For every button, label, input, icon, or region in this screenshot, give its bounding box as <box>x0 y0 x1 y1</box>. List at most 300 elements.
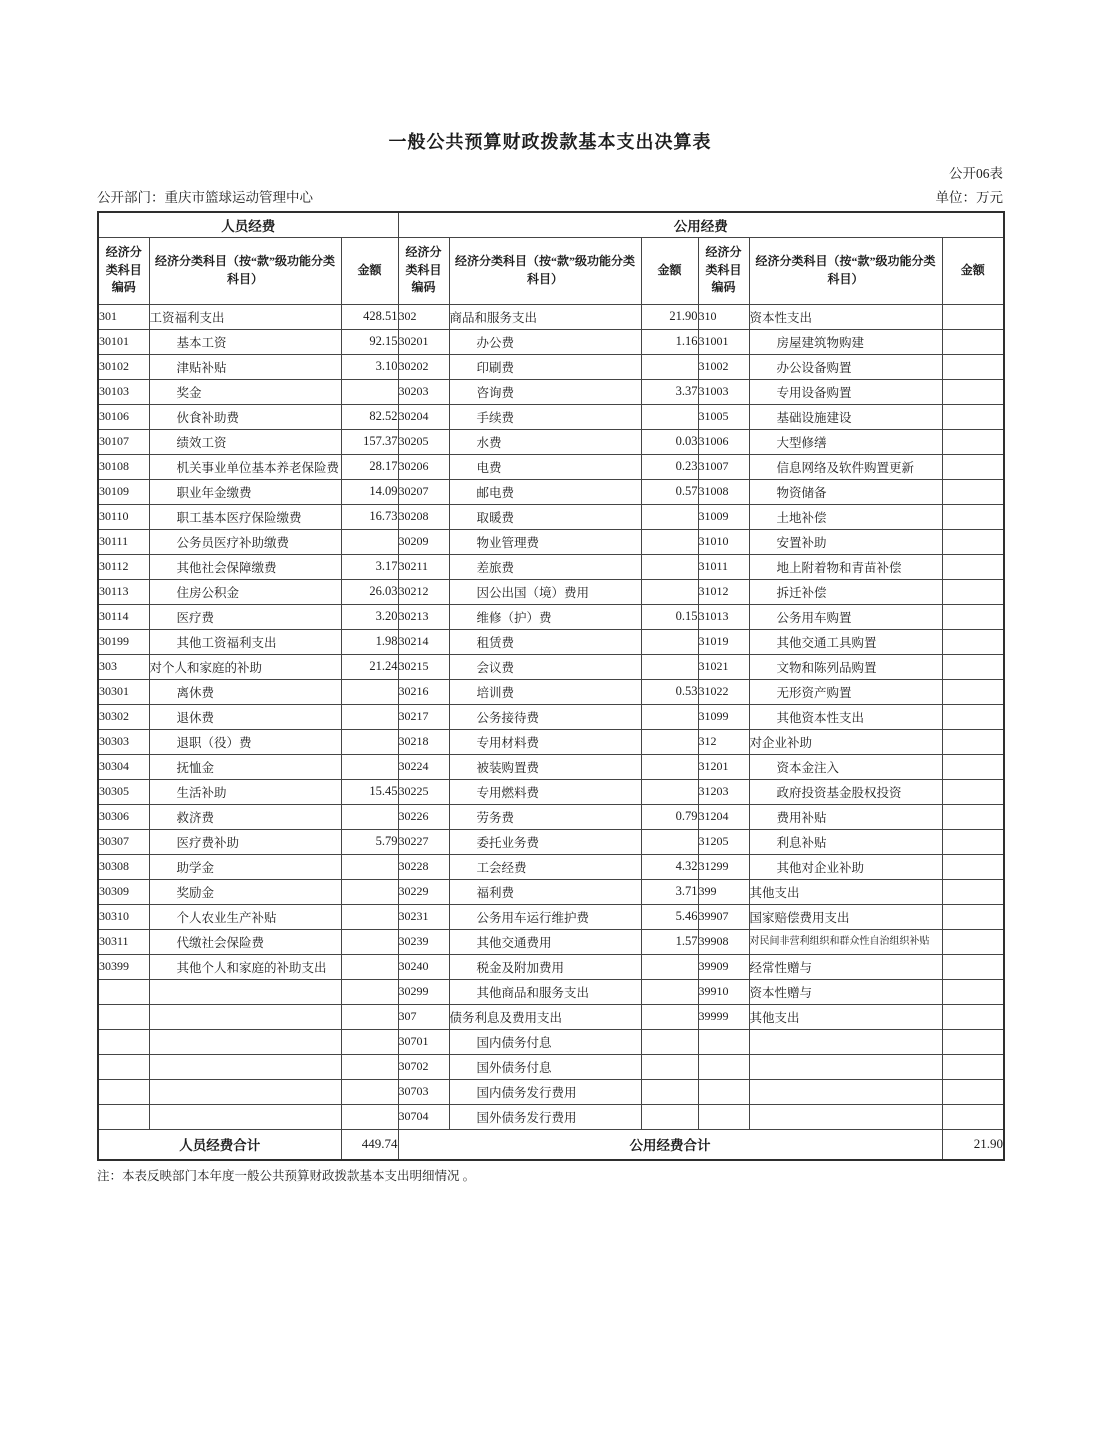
table-row <box>98 1054 1004 1079</box>
cell-code: 30308 <box>98 854 149 879</box>
table-row <box>98 954 1004 979</box>
cell-code: 30227 <box>398 829 449 854</box>
cell-code: 30205 <box>398 429 449 454</box>
cell-name: 办公设备购置 <box>749 354 942 379</box>
cell-amount <box>942 554 1004 579</box>
cell-code: 39910 <box>698 979 749 1004</box>
cell-amount <box>942 1004 1004 1029</box>
cell-name: 工会经费 <box>449 854 641 879</box>
cell-code: 31006 <box>698 429 749 454</box>
cell-code: 30307 <box>98 829 149 854</box>
cell-code: 30702 <box>398 1054 449 1079</box>
cell-amount <box>942 529 1004 554</box>
cell-code: 30106 <box>98 404 149 429</box>
cell-amount <box>641 754 698 779</box>
cell-name <box>149 1079 341 1104</box>
cell-code: 30306 <box>98 804 149 829</box>
cell-amount <box>942 454 1004 479</box>
cell-name: 地上附着物和青苗补偿 <box>749 554 942 579</box>
cell-amount <box>641 704 698 729</box>
cell-name: 其他社会保障缴费 <box>149 554 341 579</box>
cell-code: 31201 <box>698 754 749 779</box>
cell-name: 救济费 <box>149 804 341 829</box>
cell-amount: 1.98 <box>341 629 398 654</box>
cell-amount <box>341 854 398 879</box>
cell-amount <box>341 954 398 979</box>
cell-amount: 428.51 <box>341 304 398 329</box>
cell-code: 30101 <box>98 329 149 354</box>
table-row <box>98 404 1004 429</box>
table-row <box>98 1004 1004 1029</box>
cell-name: 信息网络及软件购置更新 <box>749 454 942 479</box>
cell-amount <box>942 1104 1004 1129</box>
cell-code: 30203 <box>398 379 449 404</box>
cell-code: 39909 <box>698 954 749 979</box>
cell-amount <box>942 929 1004 954</box>
section-header-public: 公用经费 <box>398 212 1004 237</box>
cell-name <box>149 1104 341 1129</box>
cell-code: 30224 <box>398 754 449 779</box>
department-label: 公开部门：重庆市篮球运动管理中心 <box>97 190 313 205</box>
cell-amount <box>641 1029 698 1054</box>
col-header-name-public-2: 经济分类科目（按“款”级功能分类科目） <box>749 237 942 304</box>
cell-code: 31010 <box>698 529 749 554</box>
cell-name: 医疗费补助 <box>149 829 341 854</box>
cell-code: 31007 <box>698 454 749 479</box>
cell-name: 手续费 <box>449 404 641 429</box>
cell-code <box>98 1054 149 1079</box>
table-row <box>98 929 1004 954</box>
cell-amount <box>641 729 698 754</box>
cell-amount: 21.90 <box>641 304 698 329</box>
cell-amount: 26.03 <box>341 579 398 604</box>
cell-code: 301 <box>98 304 149 329</box>
cell-amount: 3.20 <box>341 604 398 629</box>
cell-amount: 157.37 <box>341 429 398 454</box>
cell-code <box>698 1104 749 1129</box>
cell-name: 国家赔偿费用支出 <box>749 904 942 929</box>
cell-amount <box>341 1054 398 1079</box>
table-row <box>98 679 1004 704</box>
cell-name: 个人农业生产补贴 <box>149 904 341 929</box>
table-row <box>98 629 1004 654</box>
cell-code: 31012 <box>698 579 749 604</box>
table-row <box>98 429 1004 454</box>
cell-amount <box>641 1104 698 1129</box>
cell-name: 专用设备购置 <box>749 379 942 404</box>
cell-name: 维修（护）费 <box>449 604 641 629</box>
cell-name: 培训费 <box>449 679 641 704</box>
table-row <box>98 304 1004 329</box>
table-row <box>98 1104 1004 1129</box>
cell-name: 物资储备 <box>749 479 942 504</box>
table-row <box>98 379 1004 404</box>
cell-name: 国外债务发行费用 <box>449 1104 641 1129</box>
cell-amount <box>641 1004 698 1029</box>
cell-name: 电费 <box>449 454 641 479</box>
cell-amount <box>942 629 1004 654</box>
cell-amount <box>641 954 698 979</box>
cell-name: 其他个人和家庭的补助支出 <box>149 954 341 979</box>
cell-amount <box>942 679 1004 704</box>
cell-amount: 0.79 <box>641 804 698 829</box>
cell-amount: 16.73 <box>341 504 398 529</box>
cell-code: 31099 <box>698 704 749 729</box>
cell-name: 租赁费 <box>449 629 641 654</box>
cell-name: 对个人和家庭的补助 <box>149 654 341 679</box>
personnel-total-value: 449.74 <box>341 1129 398 1160</box>
cell-name: 对企业补助 <box>749 729 942 754</box>
unit-label: 单位：万元 <box>935 190 1003 205</box>
cell-amount: 1.57 <box>641 929 698 954</box>
cell-name: 会议费 <box>449 654 641 679</box>
table-row <box>98 1079 1004 1104</box>
cell-amount <box>341 804 398 829</box>
cell-name: 基本工资 <box>149 329 341 354</box>
cell-name <box>749 1079 942 1104</box>
cell-name: 取暖费 <box>449 504 641 529</box>
cell-code: 307 <box>398 1004 449 1029</box>
cell-code: 31019 <box>698 629 749 654</box>
cell-amount <box>641 579 698 604</box>
cell-amount: 3.10 <box>341 354 398 379</box>
table-row <box>98 854 1004 879</box>
cell-amount <box>641 504 698 529</box>
cell-amount <box>641 654 698 679</box>
cell-code: 30108 <box>98 454 149 479</box>
cell-name: 资本金注入 <box>749 754 942 779</box>
table-row <box>98 504 1004 529</box>
cell-name: 无形资产购置 <box>749 679 942 704</box>
cell-code: 30303 <box>98 729 149 754</box>
cell-name <box>749 1104 942 1129</box>
cell-name: 劳务费 <box>449 804 641 829</box>
cell-name: 津贴补贴 <box>149 354 341 379</box>
cell-code: 30229 <box>398 879 449 904</box>
cell-code: 31011 <box>698 554 749 579</box>
cell-amount <box>942 404 1004 429</box>
cell-name: 其他工资福利支出 <box>149 629 341 654</box>
cell-name: 奖金 <box>149 379 341 404</box>
cell-code <box>698 1079 749 1104</box>
cell-name: 退休费 <box>149 704 341 729</box>
col-header-name-personnel: 经济分类科目（按“款”级功能分类科目） <box>149 237 341 304</box>
cell-amount <box>341 904 398 929</box>
cell-code: 30309 <box>98 879 149 904</box>
cell-code: 30228 <box>398 854 449 879</box>
cell-name: 公务用车购置 <box>749 604 942 629</box>
cell-name: 办公费 <box>449 329 641 354</box>
cell-name: 拆迁补偿 <box>749 579 942 604</box>
table-row <box>98 329 1004 354</box>
cell-code: 39999 <box>698 1004 749 1029</box>
cell-name: 其他对企业补助 <box>749 854 942 879</box>
cell-amount: 0.57 <box>641 479 698 504</box>
cell-code: 30310 <box>98 904 149 929</box>
cell-code: 30304 <box>98 754 149 779</box>
cell-code: 39908 <box>698 929 749 954</box>
cell-amount <box>942 854 1004 879</box>
cell-name: 被装购置费 <box>449 754 641 779</box>
cell-code: 30302 <box>98 704 149 729</box>
cell-amount: 82.52 <box>341 404 398 429</box>
cell-amount: 21.24 <box>341 654 398 679</box>
cell-name: 费用补贴 <box>749 804 942 829</box>
cell-name <box>149 1054 341 1079</box>
cell-name: 其他支出 <box>749 879 942 904</box>
table-body <box>98 304 1004 1129</box>
cell-amount: 0.53 <box>641 679 698 704</box>
public-total-label: 公用经费合计 <box>398 1129 942 1160</box>
cell-amount: 15.45 <box>341 779 398 804</box>
cell-amount <box>942 329 1004 354</box>
cell-code: 30209 <box>398 529 449 554</box>
cell-amount <box>942 1079 1004 1104</box>
cell-name: 文物和陈列品购置 <box>749 654 942 679</box>
cell-code: 30399 <box>98 954 149 979</box>
cell-amount <box>942 754 1004 779</box>
cell-code: 30110 <box>98 504 149 529</box>
cell-name: 商品和服务支出 <box>449 304 641 329</box>
cell-code: 30102 <box>98 354 149 379</box>
cell-amount: 28.17 <box>341 454 398 479</box>
cell-code: 30214 <box>398 629 449 654</box>
cell-amount: 3.17 <box>341 554 398 579</box>
cell-amount <box>341 379 398 404</box>
cell-amount: 5.79 <box>341 829 398 854</box>
cell-code: 30701 <box>398 1029 449 1054</box>
cell-code: 39907 <box>698 904 749 929</box>
cell-amount <box>641 1079 698 1104</box>
cell-name: 土地补偿 <box>749 504 942 529</box>
cell-name: 退职（役）费 <box>149 729 341 754</box>
cell-code: 30215 <box>398 654 449 679</box>
cell-amount <box>942 354 1004 379</box>
cell-amount <box>942 979 1004 1004</box>
cell-name <box>149 979 341 1004</box>
cell-name: 资本性支出 <box>749 304 942 329</box>
cell-name: 福利费 <box>449 879 641 904</box>
cell-code: 31021 <box>698 654 749 679</box>
cell-name: 伙食补助费 <box>149 404 341 429</box>
cell-code: 30311 <box>98 929 149 954</box>
cell-name: 物业管理费 <box>449 529 641 554</box>
cell-name: 邮电费 <box>449 479 641 504</box>
page-title: 一般公共预算财政拨款基本支出决算表 <box>388 132 712 152</box>
cell-amount <box>942 304 1004 329</box>
cell-code: 31204 <box>698 804 749 829</box>
cell-name: 职业年金缴费 <box>149 479 341 504</box>
public-total-value: 21.90 <box>942 1129 1004 1160</box>
cell-amount <box>641 629 698 654</box>
cell-code: 30239 <box>398 929 449 954</box>
cell-code: 31001 <box>698 329 749 354</box>
table-row <box>98 654 1004 679</box>
table-row <box>98 1029 1004 1054</box>
table-row <box>98 754 1004 779</box>
table-row <box>98 454 1004 479</box>
cell-name: 代缴社会保险费 <box>149 929 341 954</box>
cell-name: 工资福利支出 <box>149 304 341 329</box>
cell-amount <box>942 704 1004 729</box>
cell-code: 31022 <box>698 679 749 704</box>
cell-code: 30226 <box>398 804 449 829</box>
table-row <box>98 779 1004 804</box>
cell-code: 31205 <box>698 829 749 854</box>
cell-code: 30213 <box>398 604 449 629</box>
cell-amount <box>942 579 1004 604</box>
cell-name: 对民间非营利组织和群众性自治组织补贴 <box>749 929 942 954</box>
cell-amount <box>641 829 698 854</box>
cell-amount <box>942 479 1004 504</box>
cell-amount: 5.46 <box>641 904 698 929</box>
cell-amount: 1.16 <box>641 329 698 354</box>
cell-code: 30107 <box>98 429 149 454</box>
cell-code: 30113 <box>98 579 149 604</box>
cell-code: 30211 <box>398 554 449 579</box>
cell-name: 医疗费 <box>149 604 341 629</box>
cell-name: 专用材料费 <box>449 729 641 754</box>
cell-code <box>698 1054 749 1079</box>
table-row <box>98 804 1004 829</box>
cell-name: 差旅费 <box>449 554 641 579</box>
cell-name: 房屋建筑物购建 <box>749 329 942 354</box>
cell-name: 其他交通工具购置 <box>749 629 942 654</box>
cell-amount: 14.09 <box>341 479 398 504</box>
table-column-header-row <box>98 237 1004 304</box>
cell-code: 30240 <box>398 954 449 979</box>
cell-amount <box>641 554 698 579</box>
cell-amount <box>341 1029 398 1054</box>
cell-code: 30704 <box>398 1104 449 1129</box>
cell-code: 31299 <box>698 854 749 879</box>
cell-code <box>98 1104 149 1129</box>
cell-amount <box>341 929 398 954</box>
cell-amount <box>942 904 1004 929</box>
cell-code <box>98 1029 149 1054</box>
cell-name: 债务利息及费用支出 <box>449 1004 641 1029</box>
cell-amount <box>942 829 1004 854</box>
table-row <box>98 479 1004 504</box>
cell-amount: 92.15 <box>341 329 398 354</box>
cell-name <box>149 1029 341 1054</box>
cell-code: 30112 <box>98 554 149 579</box>
cell-code: 30208 <box>398 504 449 529</box>
cell-amount <box>341 1079 398 1104</box>
col-header-amount-personnel: 金额 <box>341 237 398 304</box>
cell-amount <box>641 354 698 379</box>
cell-amount <box>641 779 698 804</box>
cell-name: 政府投资基金股权投资 <box>749 779 942 804</box>
cell-name: 水费 <box>449 429 641 454</box>
cell-name: 安置补助 <box>749 529 942 554</box>
cell-name: 奖励金 <box>149 879 341 904</box>
table-row <box>98 354 1004 379</box>
table-row <box>98 529 1004 554</box>
cell-name: 基础设施建设 <box>749 404 942 429</box>
cell-code: 312 <box>698 729 749 754</box>
cell-name: 因公出国（境）费用 <box>449 579 641 604</box>
table-footer-row <box>98 1129 1004 1160</box>
table-section-header-row <box>98 212 1004 237</box>
cell-amount <box>942 804 1004 829</box>
cell-name: 其他资本性支出 <box>749 704 942 729</box>
cell-name: 国内债务付息 <box>449 1029 641 1054</box>
cell-amount <box>341 754 398 779</box>
cell-name: 国内债务发行费用 <box>449 1079 641 1104</box>
cell-name: 其他交通费用 <box>449 929 641 954</box>
cell-amount <box>341 704 398 729</box>
cell-name: 公务员医疗补助缴费 <box>149 529 341 554</box>
cell-amount <box>942 1029 1004 1054</box>
cell-amount: 3.71 <box>641 879 698 904</box>
cell-amount <box>942 604 1004 629</box>
cell-amount <box>942 654 1004 679</box>
table-code-label: 公开06表 <box>949 166 1003 181</box>
cell-code: 30199 <box>98 629 149 654</box>
cell-name: 离休费 <box>149 679 341 704</box>
cell-name: 绩效工资 <box>149 429 341 454</box>
cell-amount <box>341 729 398 754</box>
cell-code <box>98 979 149 1004</box>
cell-amount: 4.32 <box>641 854 698 879</box>
cell-name: 资本性赠与 <box>749 979 942 1004</box>
cell-name <box>749 1054 942 1079</box>
personnel-total-label: 人员经费合计 <box>98 1129 341 1160</box>
cell-code <box>698 1029 749 1054</box>
cell-name: 生活补助 <box>149 779 341 804</box>
cell-name: 公务接待费 <box>449 704 641 729</box>
cell-name: 其他支出 <box>749 1004 942 1029</box>
cell-code: 303 <box>98 654 149 679</box>
table-row <box>98 829 1004 854</box>
col-header-code-personnel: 经济分类科目编码 <box>98 237 149 304</box>
cell-amount <box>641 979 698 1004</box>
table-row <box>98 879 1004 904</box>
cell-code: 30202 <box>398 354 449 379</box>
col-header-code-public-1: 经济分类科目编码 <box>398 237 449 304</box>
cell-name: 专用燃料费 <box>449 779 641 804</box>
table-row <box>98 729 1004 754</box>
cell-code: 31005 <box>698 404 749 429</box>
cell-amount <box>942 729 1004 754</box>
cell-name: 国外债务付息 <box>449 1054 641 1079</box>
cell-amount <box>942 429 1004 454</box>
cell-code: 31003 <box>698 379 749 404</box>
cell-code: 310 <box>698 304 749 329</box>
cell-name <box>749 1029 942 1054</box>
section-header-personnel: 人员经费 <box>98 212 398 237</box>
cell-amount: 0.23 <box>641 454 698 479</box>
cell-code: 30225 <box>398 779 449 804</box>
bottom-note: 注：本表反映部门本年度一般公共预算财政拨款基本支出明细情况 。 <box>97 1169 476 1183</box>
table-row <box>98 579 1004 604</box>
cell-code: 30201 <box>398 329 449 354</box>
cell-code: 30204 <box>398 404 449 429</box>
cell-code: 30114 <box>98 604 149 629</box>
cell-amount <box>341 1004 398 1029</box>
cell-amount: 3.37 <box>641 379 698 404</box>
budget-table <box>97 211 1005 1161</box>
cell-code: 30216 <box>398 679 449 704</box>
col-header-code-public-2: 经济分类科目编码 <box>698 237 749 304</box>
cell-code: 31203 <box>698 779 749 804</box>
cell-name: 咨询费 <box>449 379 641 404</box>
cell-code: 30703 <box>398 1079 449 1104</box>
cell-amount <box>641 529 698 554</box>
cell-name: 委托业务费 <box>449 829 641 854</box>
cell-amount <box>942 504 1004 529</box>
